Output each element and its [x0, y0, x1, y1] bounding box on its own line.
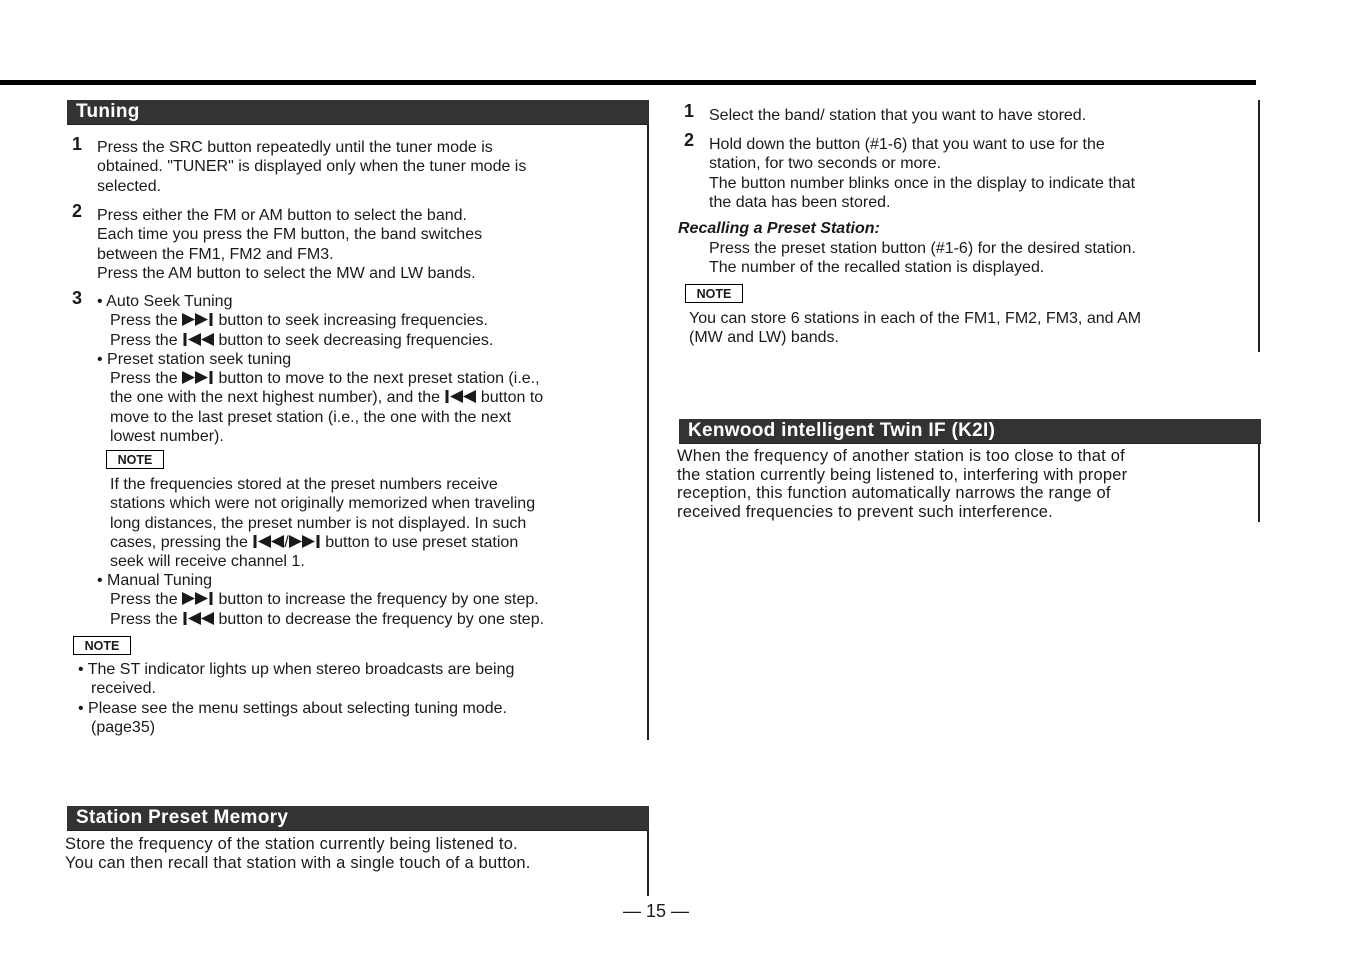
note-label: NOTE: [685, 284, 743, 303]
text-line: stations which were not originally memorized when traveling: [110, 495, 536, 513]
text-line: long distances, the preset number is not displayed. In such: [110, 514, 527, 532]
text-line: Select the band/ station that you want to have stored.: [709, 107, 1087, 124]
text-line: (page35): [91, 718, 156, 736]
text-line: the data has been stored.: [709, 193, 891, 211]
text-line: Each time you press the FM button, the band switches: [97, 226, 483, 244]
text-line: [110, 533, 535, 552]
header-underline: [679, 443, 1261, 444]
text-line: [97, 610, 544, 629]
text-line: between the FM1, FM2 and FM3.: [97, 245, 334, 263]
text-span: Press the: [110, 610, 183, 628]
text-line: Press either the FM or AM button to select the band.: [97, 207, 467, 224]
step-number: 1: [72, 134, 83, 154]
text-line: Hold down the button (#1-6) that you want to use for the: [709, 136, 1105, 153]
left-column-rule: [647, 100, 649, 740]
inner-note-text: [110, 475, 535, 571]
section-header-tuning: [67, 100, 649, 124]
text-line: The button number blinks once in the display to indicate that: [709, 174, 1136, 192]
text-line: [97, 331, 543, 350]
text-line: (MW and LW) bands.: [689, 329, 839, 347]
section-title: Station Preset Memory: [76, 807, 289, 828]
step-number: 2: [684, 130, 695, 150]
auto-seek-block: [97, 292, 543, 446]
next-track-icon: [182, 313, 214, 326]
text-line: If the frequencies stored at the preset numbers receive: [110, 476, 498, 493]
bullet-line: • Manual Tuning: [97, 572, 213, 589]
section-header-station-preset-memory: [67, 806, 649, 830]
text-line: received.: [91, 680, 156, 698]
text-line: station, for two seconds or more.: [709, 155, 942, 173]
next-track-icon: [289, 535, 321, 548]
bullet-line: • Auto Seek Tuning: [97, 293, 233, 310]
top-rule: [0, 80, 1256, 85]
text-span: button to increase the frequency by one step.: [214, 591, 539, 609]
text-line: lowest number).: [110, 428, 224, 446]
bullet-line: • Preset station seek tuning: [97, 350, 292, 368]
text-line: • Please see the menu settings about selecting tuning mode.: [78, 699, 507, 717]
previous-track-icon: [252, 535, 284, 548]
previous-track-icon: [182, 333, 214, 346]
text-line: seek will receive channel 1.: [110, 553, 305, 571]
text-line: [97, 311, 543, 330]
text-line: move to the last preset station (i.e., the one with the next: [110, 408, 512, 426]
step-number: 1: [684, 101, 695, 121]
page-number: — 15 —: [623, 901, 690, 921]
text-span: the one with the next highest number), and the: [110, 389, 445, 407]
text-line: You can then recall that station with a single touch of a button.: [65, 853, 531, 872]
note-label: NOTE: [106, 450, 164, 469]
recall-text: [709, 239, 1136, 278]
step-text: [709, 135, 1135, 212]
text-line: selected.: [97, 177, 162, 195]
note-label: NOTE: [73, 636, 131, 655]
text-line: Press the SRC button repeatedly until the tuner mode is: [97, 139, 493, 156]
text-line: received frequencies to prevent such interference.: [677, 502, 1053, 521]
text-line: reception, this function automatically narrows the range of: [677, 484, 1111, 502]
tuning-note-text: [78, 660, 514, 737]
section-title: Tuning: [76, 101, 140, 122]
text-line: Store the frequency of the station currently being listened to.: [65, 835, 518, 853]
text-line: The number of the recalled station is displayed.: [709, 259, 1045, 277]
text-span: /: [284, 533, 289, 551]
text-span: Press the: [110, 370, 183, 388]
text-line: Press the preset station button (#1-6) for the desired station.: [709, 240, 1136, 257]
text-span: cases, pressing the: [110, 533, 253, 551]
text-line: • The ST indicator lights up when stereo broadcasts are being: [78, 661, 515, 678]
text-line: [97, 388, 543, 407]
text-line: [97, 590, 544, 609]
text-line: You can store 6 stations in each of the FM1, FM2, FM3, and AM: [689, 310, 1142, 327]
text-line: When the frequency of another station is too close to that of: [677, 447, 1125, 465]
text-span: Press the: [110, 312, 183, 330]
manual-tuning-block: [97, 571, 544, 629]
text-line: the station currently being listened to, interfering with proper: [677, 465, 1128, 484]
previous-track-icon: [182, 612, 214, 625]
previous-track-icon: [444, 390, 476, 403]
k2i-text: [677, 447, 1127, 521]
text-span: Press the: [110, 331, 183, 349]
step-text: [97, 138, 526, 196]
next-track-icon: [182, 592, 214, 605]
step-text: [709, 106, 1086, 125]
text-line: [97, 369, 543, 388]
text-span: button to move to the next preset station (i.e.,: [214, 370, 540, 388]
text-span: Press the: [110, 591, 183, 609]
preset-memory-text: [65, 835, 531, 872]
right-column-rule: [1258, 100, 1260, 352]
step-number: 2: [72, 201, 83, 221]
header-underline: [67, 830, 649, 831]
text-span: button to seek decreasing frequencies.: [214, 331, 494, 349]
step-text: [97, 206, 482, 283]
step-number: 3: [72, 288, 83, 308]
right-note-text: [689, 309, 1141, 348]
section-title: Kenwood intelligent Twin IF (K2I): [688, 420, 996, 441]
text-span: button to: [476, 389, 544, 407]
next-track-icon: [182, 371, 214, 384]
recall-heading: Recalling a Preset Station:: [678, 220, 880, 237]
text-span: button to seek increasing frequencies.: [214, 312, 488, 330]
text-span: button to use preset station: [320, 533, 519, 551]
header-underline: [67, 124, 649, 125]
section-header-k2i: [679, 419, 1261, 443]
text-span: button to decrease the frequency by one step.: [214, 610, 545, 628]
text-line: Press the AM button to select the MW and LW bands.: [97, 264, 476, 282]
text-line: obtained. "TUNER" is displayed only when the tuner mode is: [97, 158, 527, 176]
